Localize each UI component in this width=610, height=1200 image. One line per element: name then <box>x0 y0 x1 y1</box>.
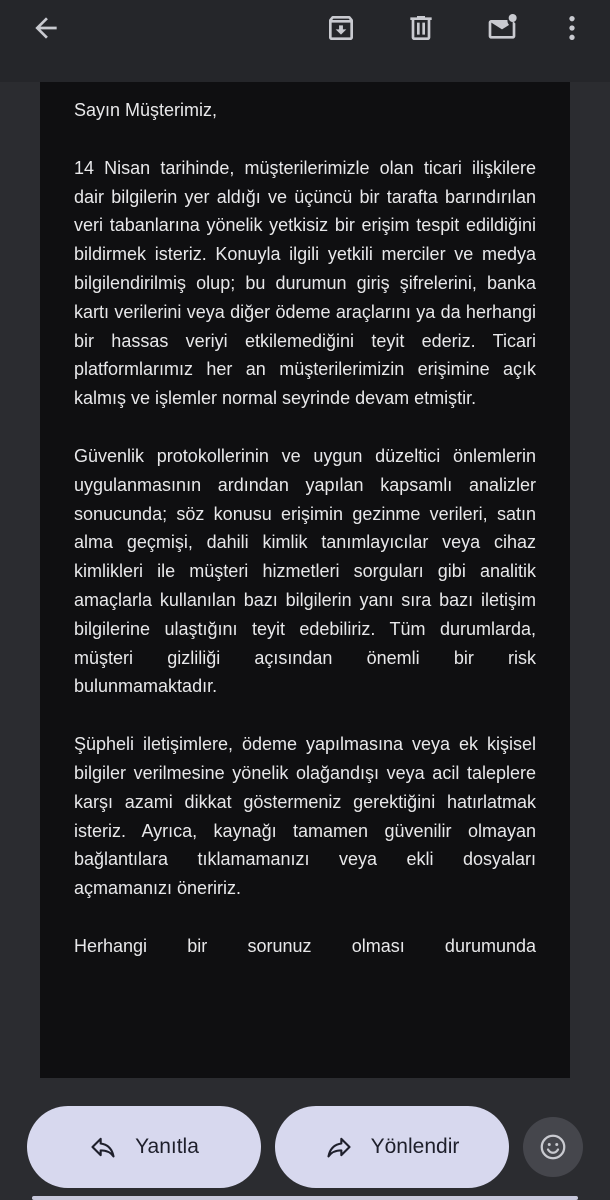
archive-button[interactable] <box>321 8 361 48</box>
email-paragraph-4: Herhangi bir sorunuz olması durumunda <box>74 935 536 956</box>
back-button[interactable] <box>26 8 66 48</box>
email-greeting: Sayın Müşterimiz, <box>74 100 218 120</box>
trash-icon <box>405 12 437 44</box>
email-paragraph-2: Güvenlik protokollerinin ve uygun düzeltici önlemlerin uygulanmasının ardından yapılan kapsamlı analizler sonucunda; söz konusu erişimin gezinme verileri, satın alma geçmişi, dahili kimlik tanımlayıcılar veya cihaz kimlikleri ile müşteri hizmetleri sorguları gibi analitik amaçlarla kullanılan bazı bilgilerin yanı sıra bazı iletişim bilgilerine ulaştığını teyit edebiliriz. Tüm durumlarda, müşteri gizliliği açısından önemli bir risk bulunmamaktadır. <box>74 445 536 697</box>
more-vertical-icon <box>556 12 588 44</box>
archive-icon <box>325 12 357 44</box>
email-paragraph-3: Şüpheli iletişimlere, ödeme yapılmasına veya ek kişisel bilgiler verilmesine yönelik olağandışı veya acil taleplere karşı azami dikkat göstermeniz gerektiğini hatırlatmak isteriz. Ayrıca, kaynağı tamamen güvenilir olmayan bağlantılara tıklamamanızı veya ekli dosyaları açmamanızı öneririz. <box>74 734 536 899</box>
forward-icon <box>325 1133 353 1161</box>
arrow-left-icon <box>30 12 62 44</box>
forward-button[interactable] <box>275 1106 509 1188</box>
forward-label: Yönlendir <box>370 1135 460 1158</box>
delete-button[interactable] <box>401 8 441 48</box>
more-options-button[interactable] <box>552 8 592 48</box>
reply-label: Yanıtla <box>135 1135 199 1158</box>
emoji-icon <box>538 1132 568 1162</box>
bottom-divider <box>32 1196 578 1200</box>
email-body <box>74 96 536 990</box>
bottom-action-bar <box>0 1078 610 1200</box>
mark-unread-button[interactable] <box>482 8 522 48</box>
reply-button[interactable] <box>27 1106 261 1188</box>
top-toolbar <box>0 0 610 82</box>
email-content-area[interactable] <box>40 82 570 1078</box>
email-paragraph-1: 14 Nisan tarihinde, müşterilerimizle olan ticari ilişkilere dair bilgilerin yer aldığı ve üçüncü bir tarafta barındırılan veri tabanlarına yönelik yetkisiz bir erişim tespit edildiğini bildirmek isteriz. Konuyla ilgili yetkili merciler ve medya bilgilendirilmiş olup; bu durumun giriş şifrelerini, banka kartı verilerini veya diğer ödeme araçlarını ya da herhangi bir hassas veriyi etkilemediğini teyit ederiz. Ticari platformlarımız her an müşterilerimizin erişimine açık kalmış ve işlemler normal seyrinde devam etmiştir. <box>74 157 536 409</box>
emoji-reaction-button[interactable] <box>523 1117 583 1177</box>
mail-unread-icon <box>486 12 518 44</box>
reply-icon <box>89 1133 117 1161</box>
